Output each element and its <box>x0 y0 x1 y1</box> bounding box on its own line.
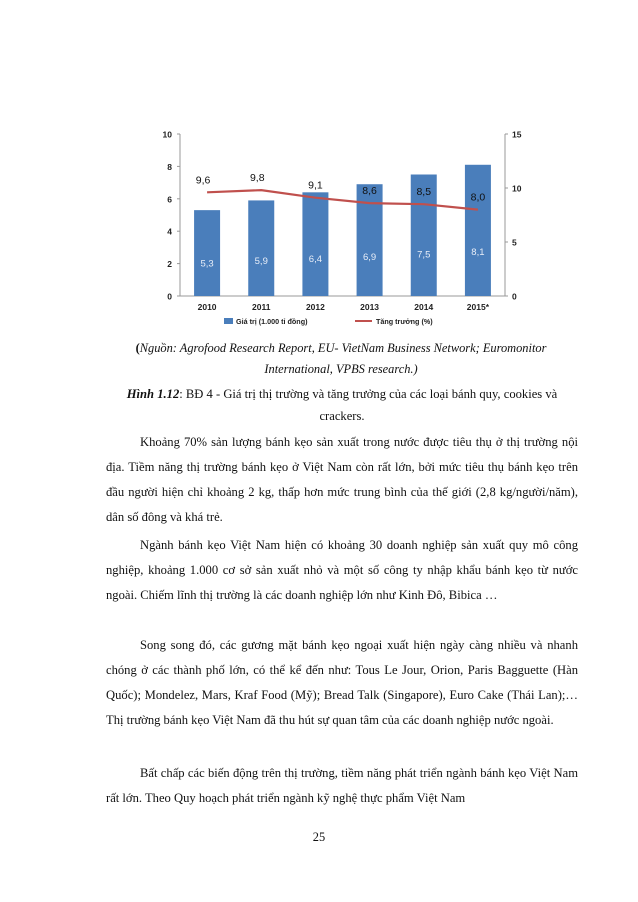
legend-swatch-bars <box>224 318 233 324</box>
bar-data-label: 7,5 <box>417 249 431 261</box>
line-data-label: 8,0 <box>470 191 486 204</box>
bar <box>465 165 491 296</box>
source-line-1: Nguồn: Agrofood Research Report, EU- VietNam Business Network; Euromonitor <box>139 341 547 355</box>
bar-data-label: 6,4 <box>308 254 323 266</box>
x-tick-label: 2012 <box>305 302 325 312</box>
y2-tick-label: 5 <box>512 237 517 248</box>
bar-data-label: 5,9 <box>254 256 268 268</box>
y-tick-label: 2 <box>167 259 172 270</box>
y-tick-label: 10 <box>162 129 172 140</box>
line-data-label: 8,5 <box>416 186 432 199</box>
legend-label-line: Tăng trưởng (%) <box>376 317 433 326</box>
paragraph-2: Ngành bánh kẹo Việt Nam hiện có khoảng 30 doanh nghiệp sản xuất quy mô công nghiệp, khoảng 1.000 cơ sở sản xuất nhỏ và một số công ty nhập khẩu bánh kẹo từ nước ngoài. Chiếm lĩnh thị trường là các doanh nghiệp lớn như Kinh Đô, Bibica … <box>106 538 578 602</box>
chart-source-note <box>106 338 576 380</box>
bar-data-label: 8,1 <box>471 247 485 259</box>
source-open-paren: ( <box>135 341 140 355</box>
paragraph-3: Song song đó, các gương mặt bánh kẹo ngoại xuất hiện ngày càng nhiều và nhanh chóng ở các thành phố lớn, có thể kể đến như: Tous Le Jour, Orion, Paris Bagguette (Hàn Quốc); Mondelez, Mars, Kraf Food (Mỹ); Bread Talk (Singapore), Euro Cake (Thái Lan);… Thị trường bánh kẹo Việt Nam đã thu hút sự quan tâm của các doanh nghiệp nước ngoài. <box>106 638 578 727</box>
y-tick-label: 0 <box>167 291 172 302</box>
x-tick-label: 2011 <box>252 302 271 312</box>
line-data-label: 9,6 <box>195 174 211 187</box>
bar-data-label: 6,9 <box>362 252 377 264</box>
bar <box>248 200 274 296</box>
x-tick-label: 2013 <box>360 302 380 312</box>
bar-data-label: 5,3 <box>200 258 214 270</box>
legend-label-bars: Giá trị (1.000 tỉ đồng) <box>236 317 308 326</box>
y-tick-label: 6 <box>167 194 172 205</box>
y2-tick-label: 10 <box>512 183 522 194</box>
y-tick-label: 4 <box>167 226 172 237</box>
y-tick-label: 8 <box>167 161 172 172</box>
paragraph-4: Bất chấp các biến động trên thị trường, tiềm năng phát triển ngành bánh kẹo Việt Nam rất lớn. Theo Quy hoạch phát triển ngành kỹ nghệ thực phẩm Việt Nam <box>106 766 578 805</box>
figure-caption-text: : BĐ 4 - Giá trị thị trường và tăng trưởng của các loại bánh quy, cookies và crackers. <box>179 387 558 423</box>
x-tick-label: 2010 <box>197 302 217 312</box>
page-number: 25 <box>312 830 326 844</box>
bar <box>302 192 328 296</box>
bar <box>194 210 220 296</box>
market-value-growth-chart <box>150 118 530 338</box>
x-tick-label: 2014 <box>414 302 434 312</box>
y2-tick-label: 15 <box>512 129 522 140</box>
growth-line <box>207 190 478 209</box>
bar <box>357 184 383 296</box>
figure-caption <box>106 383 578 427</box>
x-tick-label: 2015* <box>466 302 490 312</box>
line-data-label: 9,8 <box>249 172 265 185</box>
paragraph-1: Khoảng 70% sản lượng bánh kẹo sản xuất trong nước được tiêu thụ ở thị trường nội địa. Tiềm năng thị trường bánh kẹo ở Việt Nam còn rất lớn, bởi mức tiêu thụ bánh kẹo trên đầu người hiện chỉ khoảng 2 kg, thấp hơn mức trung bình của thế giới (2,8 kg/người/năm), dân số đông và khá trẻ. <box>106 435 578 524</box>
line-data-label: 8,6 <box>362 185 377 198</box>
figure-label: Hình 1.12 <box>126 387 180 401</box>
y2-tick-label: 0 <box>512 291 517 302</box>
source-line-2: International, VPBS research.) <box>264 362 418 376</box>
line-data-label: 9,1 <box>308 179 323 192</box>
